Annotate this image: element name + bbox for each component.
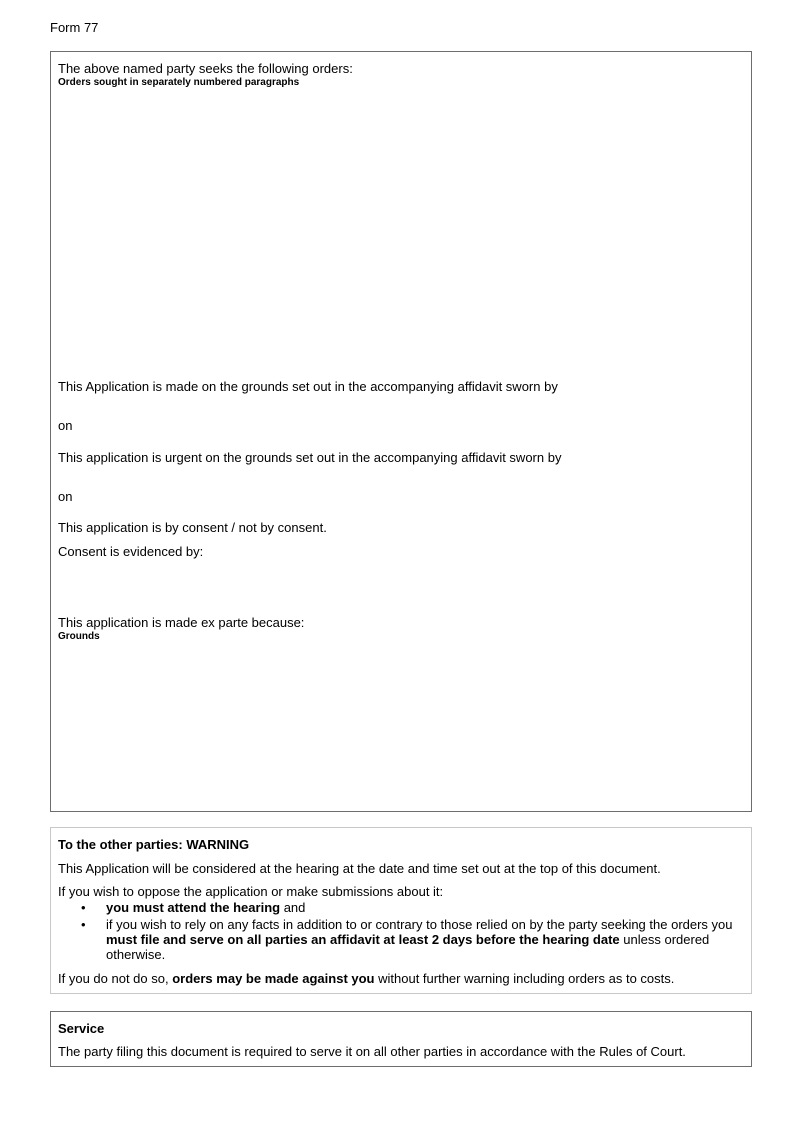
orders-entry-area[interactable] xyxy=(58,97,744,372)
warning-footer xyxy=(58,971,674,986)
ex-parte-grounds-area[interactable] xyxy=(58,650,744,805)
ex-parte-text: This application is made ex parte because: xyxy=(58,615,305,630)
warning-hearing-text: This Application will be considered at the hearing at the date and time set out at the top of this document. xyxy=(58,861,661,876)
attend-hearing-text: you must attend the hearing xyxy=(106,900,281,915)
form-number: Form 77 xyxy=(50,20,99,35)
list-item xyxy=(106,917,736,962)
warning-footer-end: without further warning including orders as to costs. xyxy=(374,971,675,986)
affidavit-text-end: unless ordered otherwise. xyxy=(106,932,710,962)
warning-section xyxy=(50,827,752,994)
service-title: Service xyxy=(58,1021,105,1036)
orders-section xyxy=(50,51,752,812)
warning-list xyxy=(58,900,736,964)
service-section xyxy=(50,1011,752,1067)
warning-footer-bold: orders may be made against you xyxy=(172,971,375,986)
urgent-on-label: on xyxy=(58,489,73,504)
orders-hint: Orders sought in separately numbered paragraphs xyxy=(58,77,300,88)
affidavit-text-start: if you wish to rely on any facts in addition to or contrary to those relied on by the party seeking the orders you xyxy=(106,917,733,932)
orders-intro: The above named party seeks the following orders: xyxy=(58,61,353,76)
list-item xyxy=(106,900,736,915)
grounds-on-label: on xyxy=(58,418,73,433)
warning-oppose-text: If you wish to oppose the application or make submissions about it: xyxy=(58,884,444,899)
affidavit-requirement: must file and serve on all parties an affidavit at least 2 days before the hearing date xyxy=(106,932,620,947)
grounds-affidavit-text: This Application is made on the grounds set out in the accompanying affidavit sworn by xyxy=(58,379,558,394)
warning-footer-start: If you do not do so, xyxy=(58,971,173,986)
urgent-affidavit-text: This application is urgent on the grounds set out in the accompanying affidavit sworn by xyxy=(58,450,562,465)
consent-evidence-label: Consent is evidenced by: xyxy=(58,544,204,559)
consent-text: This application is by consent / not by consent. xyxy=(58,520,327,535)
warning-title: To the other parties: WARNING xyxy=(58,837,250,852)
service-text: The party filing this document is required to serve it on all other parties in accordance with the Rules of Court. xyxy=(58,1044,686,1059)
attend-hearing-suffix: and xyxy=(280,900,306,915)
ex-parte-hint: Grounds xyxy=(58,631,100,642)
